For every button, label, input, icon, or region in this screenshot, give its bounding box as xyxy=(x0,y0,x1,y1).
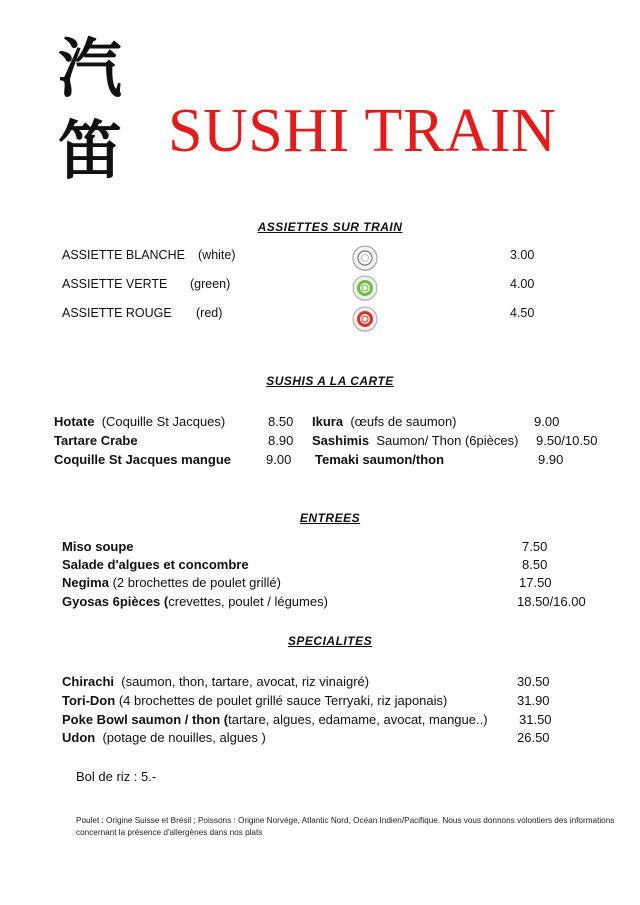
red-plate-icon xyxy=(352,306,378,332)
menu-item xyxy=(62,557,249,572)
item-price: 7.50 xyxy=(522,539,548,554)
menu-item xyxy=(62,674,369,689)
menu-item xyxy=(315,452,444,467)
rice-bowl-note: Bol de riz : 5.- xyxy=(76,769,157,784)
restaurant-title: SUSHI TRAIN xyxy=(168,97,557,165)
item-name: Hotate xyxy=(54,414,95,429)
section-title-entrees: ENTREES xyxy=(299,511,361,525)
item-desc: (potage de nouilles, algues ) xyxy=(102,730,266,745)
item-desc: Saumon/ Thon (6pièces) xyxy=(376,433,519,448)
item-name: Sashimis xyxy=(312,433,370,448)
item-desc: (saumon, thon, tartare, avocat, riz vinaigré) xyxy=(121,674,370,689)
plate-desc: (white) xyxy=(198,248,236,262)
item-desc: (2 brochettes de poulet grillé) xyxy=(112,575,281,590)
green-plate-icon xyxy=(352,275,378,301)
menu-item xyxy=(62,712,488,727)
item-name: Gyosas 6pièces ( xyxy=(62,594,169,609)
item-price: 9.50/10.50 xyxy=(536,433,598,448)
menu-item xyxy=(54,414,225,429)
plate-desc: (red) xyxy=(196,306,223,320)
plate-name: ASSIETTE VERTE xyxy=(62,277,168,291)
section-title-specialites: SPECIALITES xyxy=(287,634,373,648)
plate-name: ASSIETTE ROUGE xyxy=(62,306,172,320)
item-price: 8.50 xyxy=(268,414,294,429)
section-title-carte: SUSHIS A LA CARTE xyxy=(266,374,394,388)
item-price: 30.50 xyxy=(517,674,550,689)
item-desc: (4 brochettes de poulet grillé sauce Terryaki, riz japonais) xyxy=(118,693,448,708)
item-price: 9.00 xyxy=(266,452,292,467)
item-price: 9.90 xyxy=(538,452,564,467)
item-price: 26.50 xyxy=(517,730,550,745)
item-name: Negima xyxy=(62,575,109,590)
menu-item xyxy=(62,693,447,708)
menu-item xyxy=(62,575,281,590)
section-title-assiettes: ASSIETTES SUR TRAIN xyxy=(257,220,403,234)
item-desc: tartare, algues, edamame, avocat, mangue..) xyxy=(228,712,488,727)
origin-allergen-footer: Poulet : Origine Suisse et Brésil ; Poissons : Origine Norvège, Atlantic Nord, Océan Indien/Pacifique. Nous vous donnons volontiers des informations concernant la présence d'allergènes dans nos plats xyxy=(76,816,615,837)
item-price: 18.50/16.00 xyxy=(517,594,586,609)
plate-price: 4.00 xyxy=(510,277,535,291)
item-name: Tori-Don xyxy=(62,693,116,708)
menu-item xyxy=(62,594,328,609)
item-name: Tartare Crabe xyxy=(54,433,138,448)
item-price: 9.00 xyxy=(534,414,560,429)
menu-item xyxy=(62,539,134,554)
item-price: 8.50 xyxy=(522,557,548,572)
item-price: 31.50 xyxy=(519,712,552,727)
item-name: Temaki saumon/thon xyxy=(315,452,445,467)
item-name: Salade d'algues et concombre xyxy=(62,557,249,572)
item-desc: (Coquille St Jacques) xyxy=(101,414,226,429)
plate-name: ASSIETTE BLANCHE xyxy=(62,248,185,262)
menu-item xyxy=(54,452,231,467)
plate-price: 3.00 xyxy=(510,248,535,262)
item-name: Udon xyxy=(62,730,96,745)
menu-item xyxy=(54,433,138,448)
kanji-bottom: 笛 xyxy=(58,114,122,189)
item-name: Poke Bowl saumon / thon ( xyxy=(62,712,229,727)
menu-item xyxy=(312,433,518,448)
item-name: Ikura xyxy=(312,414,344,429)
item-desc: crevettes, poulet / légumes) xyxy=(168,594,328,609)
plate-desc: (green) xyxy=(190,277,231,291)
item-name: Coquille St Jacques mangue xyxy=(54,452,231,467)
kanji-top: 汽 xyxy=(58,32,122,107)
menu-item xyxy=(62,730,266,745)
menu-item xyxy=(312,414,457,429)
item-name: Miso soupe xyxy=(62,539,134,554)
item-name: Chirachi xyxy=(62,674,115,689)
white-plate-icon xyxy=(352,245,378,271)
item-price: 8.90 xyxy=(268,433,294,448)
item-price: 31.90 xyxy=(517,693,550,708)
item-desc: (œufs de saumon) xyxy=(350,414,457,429)
item-price: 17.50 xyxy=(519,575,552,590)
plate-price: 4.50 xyxy=(510,306,535,320)
